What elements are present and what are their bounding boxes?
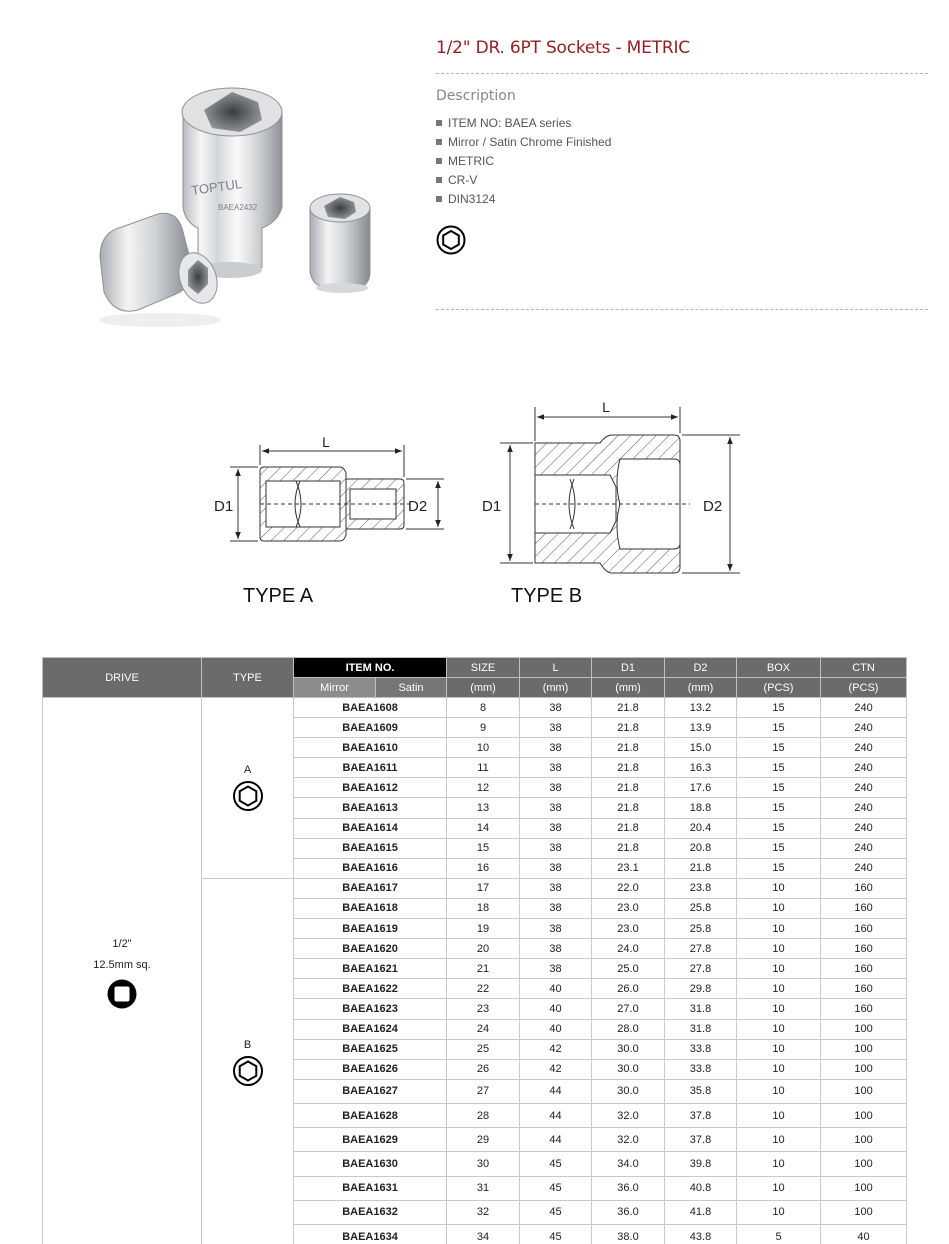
header-d2-unit: (mm) <box>665 678 737 698</box>
cell-size: 32 <box>447 1200 520 1224</box>
feature-item: METRIC <box>436 154 611 173</box>
cell-box: 10 <box>737 1128 821 1152</box>
cell-box: 10 <box>737 1039 821 1059</box>
cell-ctn: 100 <box>821 1019 907 1039</box>
cell-d2: 41.8 <box>665 1200 737 1224</box>
cell-size: 18 <box>447 898 520 918</box>
cell-d1: 23.0 <box>592 919 665 939</box>
header-type: TYPE <box>202 658 294 698</box>
cell-box: 10 <box>737 979 821 999</box>
title-divider <box>436 73 928 74</box>
cell-d1: 23.0 <box>592 898 665 918</box>
cell-ctn: 240 <box>821 698 907 718</box>
table-header <box>43 658 907 698</box>
photo-code-text: BAEA2432 <box>218 203 258 212</box>
cell-d1: 32.0 <box>592 1128 665 1152</box>
cell-item: BAEA1619 <box>294 919 447 939</box>
cell-l: 38 <box>520 919 592 939</box>
header-l: L <box>520 658 592 678</box>
cell-d1: 30.0 <box>592 1079 665 1103</box>
cell-size: 10 <box>447 738 520 758</box>
product-title: 1/2" DR. 6PT Sockets - METRIC <box>436 38 690 58</box>
cell-l: 44 <box>520 1103 592 1127</box>
cell-d1: 26.0 <box>592 979 665 999</box>
cell-box: 5 <box>737 1224 821 1244</box>
cell-ctn: 100 <box>821 1039 907 1059</box>
cell-l: 38 <box>520 818 592 838</box>
cell-box: 10 <box>737 959 821 979</box>
cell-ctn: 240 <box>821 838 907 858</box>
cell-ctn: 100 <box>821 1128 907 1152</box>
cell-size: 17 <box>447 878 520 898</box>
cell-ctn: 160 <box>821 898 907 918</box>
cell-d2: 15.0 <box>665 738 737 758</box>
cell-l: 40 <box>520 979 592 999</box>
cell-l: 38 <box>520 959 592 979</box>
cell-size: 29 <box>447 1128 520 1152</box>
cell-box: 10 <box>737 878 821 898</box>
cell-d2: 20.8 <box>665 838 737 858</box>
cell-d2: 39.8 <box>665 1152 737 1176</box>
cell-size: 19 <box>447 919 520 939</box>
cell-size: 14 <box>447 818 520 838</box>
cell-box: 15 <box>737 838 821 858</box>
cell-box: 15 <box>737 738 821 758</box>
cell-size: 28 <box>447 1103 520 1127</box>
cell-size: 22 <box>447 979 520 999</box>
cell-d1: 21.8 <box>592 798 665 818</box>
cell-d1: 21.8 <box>592 718 665 738</box>
cell-d1: 38.0 <box>592 1224 665 1244</box>
cell-item: BAEA1609 <box>294 718 447 738</box>
cell-item: BAEA1629 <box>294 1128 447 1152</box>
cell-size: 15 <box>447 838 520 858</box>
cell-size: 30 <box>447 1152 520 1176</box>
cell-box: 15 <box>737 698 821 718</box>
cell-ctn: 40 <box>821 1224 907 1244</box>
cell-box: 10 <box>737 1019 821 1039</box>
cell-d1: 32.0 <box>592 1103 665 1127</box>
cell-d2: 31.8 <box>665 999 737 1019</box>
cell-l: 38 <box>520 838 592 858</box>
cell-ctn: 160 <box>821 999 907 1019</box>
cell-ctn: 240 <box>821 738 907 758</box>
cell-l: 38 <box>520 878 592 898</box>
cell-l: 44 <box>520 1079 592 1103</box>
cell-ctn: 160 <box>821 878 907 898</box>
cell-size: 31 <box>447 1176 520 1200</box>
cell-d2: 37.8 <box>665 1128 737 1152</box>
cell-size: 34 <box>447 1224 520 1244</box>
header-box-unit: (PCS) <box>737 678 821 698</box>
cell-item: BAEA1631 <box>294 1176 447 1200</box>
cell-d2: 27.8 <box>665 959 737 979</box>
cell-l: 38 <box>520 939 592 959</box>
cell-l: 38 <box>520 798 592 818</box>
header-size-unit: (mm) <box>447 678 520 698</box>
cell-ctn: 240 <box>821 718 907 738</box>
cell-l: 40 <box>520 1019 592 1039</box>
cell-box: 10 <box>737 1079 821 1103</box>
cell-ctn: 100 <box>821 1079 907 1103</box>
description-heading: Description <box>436 88 516 104</box>
drive-metric-label: 12.5mm sq. <box>93 959 151 972</box>
header-drive: DRIVE <box>43 658 202 698</box>
cell-d1: 24.0 <box>592 939 665 959</box>
cell-ctn: 100 <box>821 1200 907 1224</box>
cell-d1: 34.0 <box>592 1152 665 1176</box>
cell-item: BAEA1613 <box>294 798 447 818</box>
product-photo <box>80 82 400 342</box>
feature-list <box>436 116 611 211</box>
cell-ctn: 240 <box>821 758 907 778</box>
cell-size: 20 <box>447 939 520 959</box>
cell-item: BAEA1625 <box>294 1039 447 1059</box>
type-a-drawing <box>230 445 444 541</box>
cell-d1: 36.0 <box>592 1200 665 1224</box>
cell-item: BAEA1627 <box>294 1079 447 1103</box>
cell-ctn: 100 <box>821 1152 907 1176</box>
header-mirror: Mirror <box>294 678 376 698</box>
dimension-drawing <box>200 395 760 620</box>
spec-table <box>42 657 907 1244</box>
header-d1: D1 <box>592 658 665 678</box>
cell-item: BAEA1608 <box>294 698 447 718</box>
type-b-cell <box>202 878 294 1244</box>
feature-item: Mirror / Satin Chrome Finished <box>436 135 611 154</box>
cell-size: 11 <box>447 758 520 778</box>
cell-item: BAEA1626 <box>294 1059 447 1079</box>
cell-d1: 25.0 <box>592 959 665 979</box>
cell-d2: 18.8 <box>665 798 737 818</box>
cell-box: 10 <box>737 1152 821 1176</box>
cell-item: BAEA1623 <box>294 999 447 1019</box>
cell-l: 38 <box>520 778 592 798</box>
type-label: B <box>243 1039 252 1052</box>
cell-l: 45 <box>520 1176 592 1200</box>
cell-l: 45 <box>520 1200 592 1224</box>
cell-item: BAEA1617 <box>294 878 447 898</box>
feature-item: CR-V <box>436 173 611 192</box>
cell-d1: 28.0 <box>592 1019 665 1039</box>
cell-ctn: 240 <box>821 798 907 818</box>
cell-box: 15 <box>737 758 821 778</box>
cell-d1: 21.8 <box>592 738 665 758</box>
cell-d2: 25.8 <box>665 919 737 939</box>
cell-box: 10 <box>737 1059 821 1079</box>
cell-l: 38 <box>520 758 592 778</box>
cell-ctn: 160 <box>821 959 907 979</box>
type-a-length-label: L <box>322 434 330 450</box>
cell-d2: 33.8 <box>665 1059 737 1079</box>
hexagon-icon <box>232 780 264 812</box>
cell-d1: 30.0 <box>592 1039 665 1059</box>
feature-item: DIN3124 <box>436 192 611 211</box>
hexagon-icon <box>232 1055 264 1087</box>
cell-ctn: 240 <box>821 778 907 798</box>
cell-d1: 36.0 <box>592 1176 665 1200</box>
cell-d2: 31.8 <box>665 1019 737 1039</box>
cell-size: 27 <box>447 1079 520 1103</box>
cell-box: 15 <box>737 798 821 818</box>
cell-l: 45 <box>520 1224 592 1244</box>
cell-ctn: 100 <box>821 1059 907 1079</box>
cell-item: BAEA1610 <box>294 738 447 758</box>
hexagon-icon <box>436 225 466 255</box>
cell-d2: 23.8 <box>665 878 737 898</box>
type-b-length-label: L <box>602 399 610 415</box>
cell-d2: 27.8 <box>665 939 737 959</box>
cell-item: BAEA1632 <box>294 1200 447 1224</box>
type-label: A <box>243 763 252 776</box>
cell-box: 15 <box>737 818 821 838</box>
cell-d1: 22.0 <box>592 878 665 898</box>
cell-d2: 20.4 <box>665 818 737 838</box>
cell-l: 40 <box>520 999 592 1019</box>
cell-d2: 13.9 <box>665 718 737 738</box>
cell-size: 12 <box>447 778 520 798</box>
cell-ctn: 240 <box>821 858 907 878</box>
cell-d2: 13.2 <box>665 698 737 718</box>
cell-ctn: 160 <box>821 919 907 939</box>
cell-l: 42 <box>520 1059 592 1079</box>
square-drive-icon <box>106 978 138 1010</box>
photo-brand-text: TOPTUL <box>190 176 243 198</box>
cell-l: 38 <box>520 738 592 758</box>
cell-item: BAEA1630 <box>294 1152 447 1176</box>
cell-box: 10 <box>737 999 821 1019</box>
cell-d1: 21.8 <box>592 838 665 858</box>
cell-size: 8 <box>447 698 520 718</box>
cell-item: BAEA1615 <box>294 838 447 858</box>
cell-box: 10 <box>737 898 821 918</box>
header-size: SIZE <box>447 658 520 678</box>
description-divider <box>436 309 928 310</box>
type-b-d2-label: D2 <box>703 498 723 515</box>
cell-d2: 40.8 <box>665 1176 737 1200</box>
cell-l: 38 <box>520 698 592 718</box>
feature-item: ITEM NO: BAEA series <box>436 116 611 135</box>
cell-item: BAEA1621 <box>294 959 447 979</box>
cell-item: BAEA1622 <box>294 979 447 999</box>
cell-item: BAEA1612 <box>294 778 447 798</box>
cell-ctn: 100 <box>821 1176 907 1200</box>
cell-item: BAEA1628 <box>294 1103 447 1127</box>
cell-l: 38 <box>520 858 592 878</box>
cell-d2: 29.8 <box>665 979 737 999</box>
cell-box: 15 <box>737 858 821 878</box>
cell-d1: 21.8 <box>592 758 665 778</box>
cell-d1: 30.0 <box>592 1059 665 1079</box>
cell-box: 10 <box>737 939 821 959</box>
cell-d2: 43.8 <box>665 1224 737 1244</box>
cell-d2: 33.8 <box>665 1039 737 1059</box>
cell-item: BAEA1618 <box>294 898 447 918</box>
cell-d2: 35.8 <box>665 1079 737 1103</box>
type-a-cell <box>202 698 294 879</box>
cell-item: BAEA1624 <box>294 1019 447 1039</box>
cell-d1: 23.1 <box>592 858 665 878</box>
cell-size: 24 <box>447 1019 520 1039</box>
header-l-unit: (mm) <box>520 678 592 698</box>
cell-item: BAEA1614 <box>294 818 447 838</box>
cell-ctn: 240 <box>821 818 907 838</box>
cell-d2: 25.8 <box>665 898 737 918</box>
cell-size: 25 <box>447 1039 520 1059</box>
cell-box: 10 <box>737 1176 821 1200</box>
cell-d1: 21.8 <box>592 698 665 718</box>
cell-l: 45 <box>520 1152 592 1176</box>
cell-box: 15 <box>737 778 821 798</box>
type-b-drawing <box>500 407 740 573</box>
header-box: BOX <box>737 658 821 678</box>
type-a-label: TYPE A <box>243 585 314 607</box>
cell-item: BAEA1611 <box>294 758 447 778</box>
cell-size: 26 <box>447 1059 520 1079</box>
cell-l: 38 <box>520 718 592 738</box>
type-b-label: TYPE B <box>511 585 583 607</box>
cell-d1: 21.8 <box>592 778 665 798</box>
cell-size: 23 <box>447 999 520 1019</box>
cell-l: 44 <box>520 1128 592 1152</box>
cell-item: BAEA1634 <box>294 1224 447 1244</box>
cell-l: 42 <box>520 1039 592 1059</box>
cell-box: 10 <box>737 1200 821 1224</box>
cell-box: 10 <box>737 1103 821 1127</box>
table-body <box>43 698 907 1244</box>
table-row <box>43 698 907 718</box>
cell-d2: 16.3 <box>665 758 737 778</box>
cell-d1: 27.0 <box>592 999 665 1019</box>
drive-size-label: 1/2" <box>112 938 132 951</box>
header-satin: Satin <box>376 678 447 698</box>
cell-item: BAEA1616 <box>294 858 447 878</box>
type-a-d1-label: D1 <box>214 498 234 515</box>
cell-item: BAEA1620 <box>294 939 447 959</box>
header-d1-unit: (mm) <box>592 678 665 698</box>
drive-cell <box>43 698 202 1244</box>
cell-size: 9 <box>447 718 520 738</box>
cell-d2: 21.8 <box>665 858 737 878</box>
cell-d1: 21.8 <box>592 818 665 838</box>
cell-size: 16 <box>447 858 520 878</box>
cell-d2: 37.8 <box>665 1103 737 1127</box>
cell-box: 15 <box>737 718 821 738</box>
cell-ctn: 160 <box>821 939 907 959</box>
type-a-d2-label: D2 <box>408 498 428 515</box>
cell-d2: 17.6 <box>665 778 737 798</box>
header-item-no: ITEM NO. <box>294 658 447 678</box>
header-d2: D2 <box>665 658 737 678</box>
cell-box: 10 <box>737 919 821 939</box>
header-ctn-unit: (PCS) <box>821 678 907 698</box>
cell-l: 38 <box>520 898 592 918</box>
header-ctn: CTN <box>821 658 907 678</box>
cell-size: 13 <box>447 798 520 818</box>
type-b-d1-label: D1 <box>482 498 502 515</box>
large-socket-image <box>182 88 282 278</box>
cell-size: 21 <box>447 959 520 979</box>
cell-ctn: 160 <box>821 979 907 999</box>
cell-ctn: 100 <box>821 1103 907 1127</box>
small-socket-image <box>310 194 370 293</box>
